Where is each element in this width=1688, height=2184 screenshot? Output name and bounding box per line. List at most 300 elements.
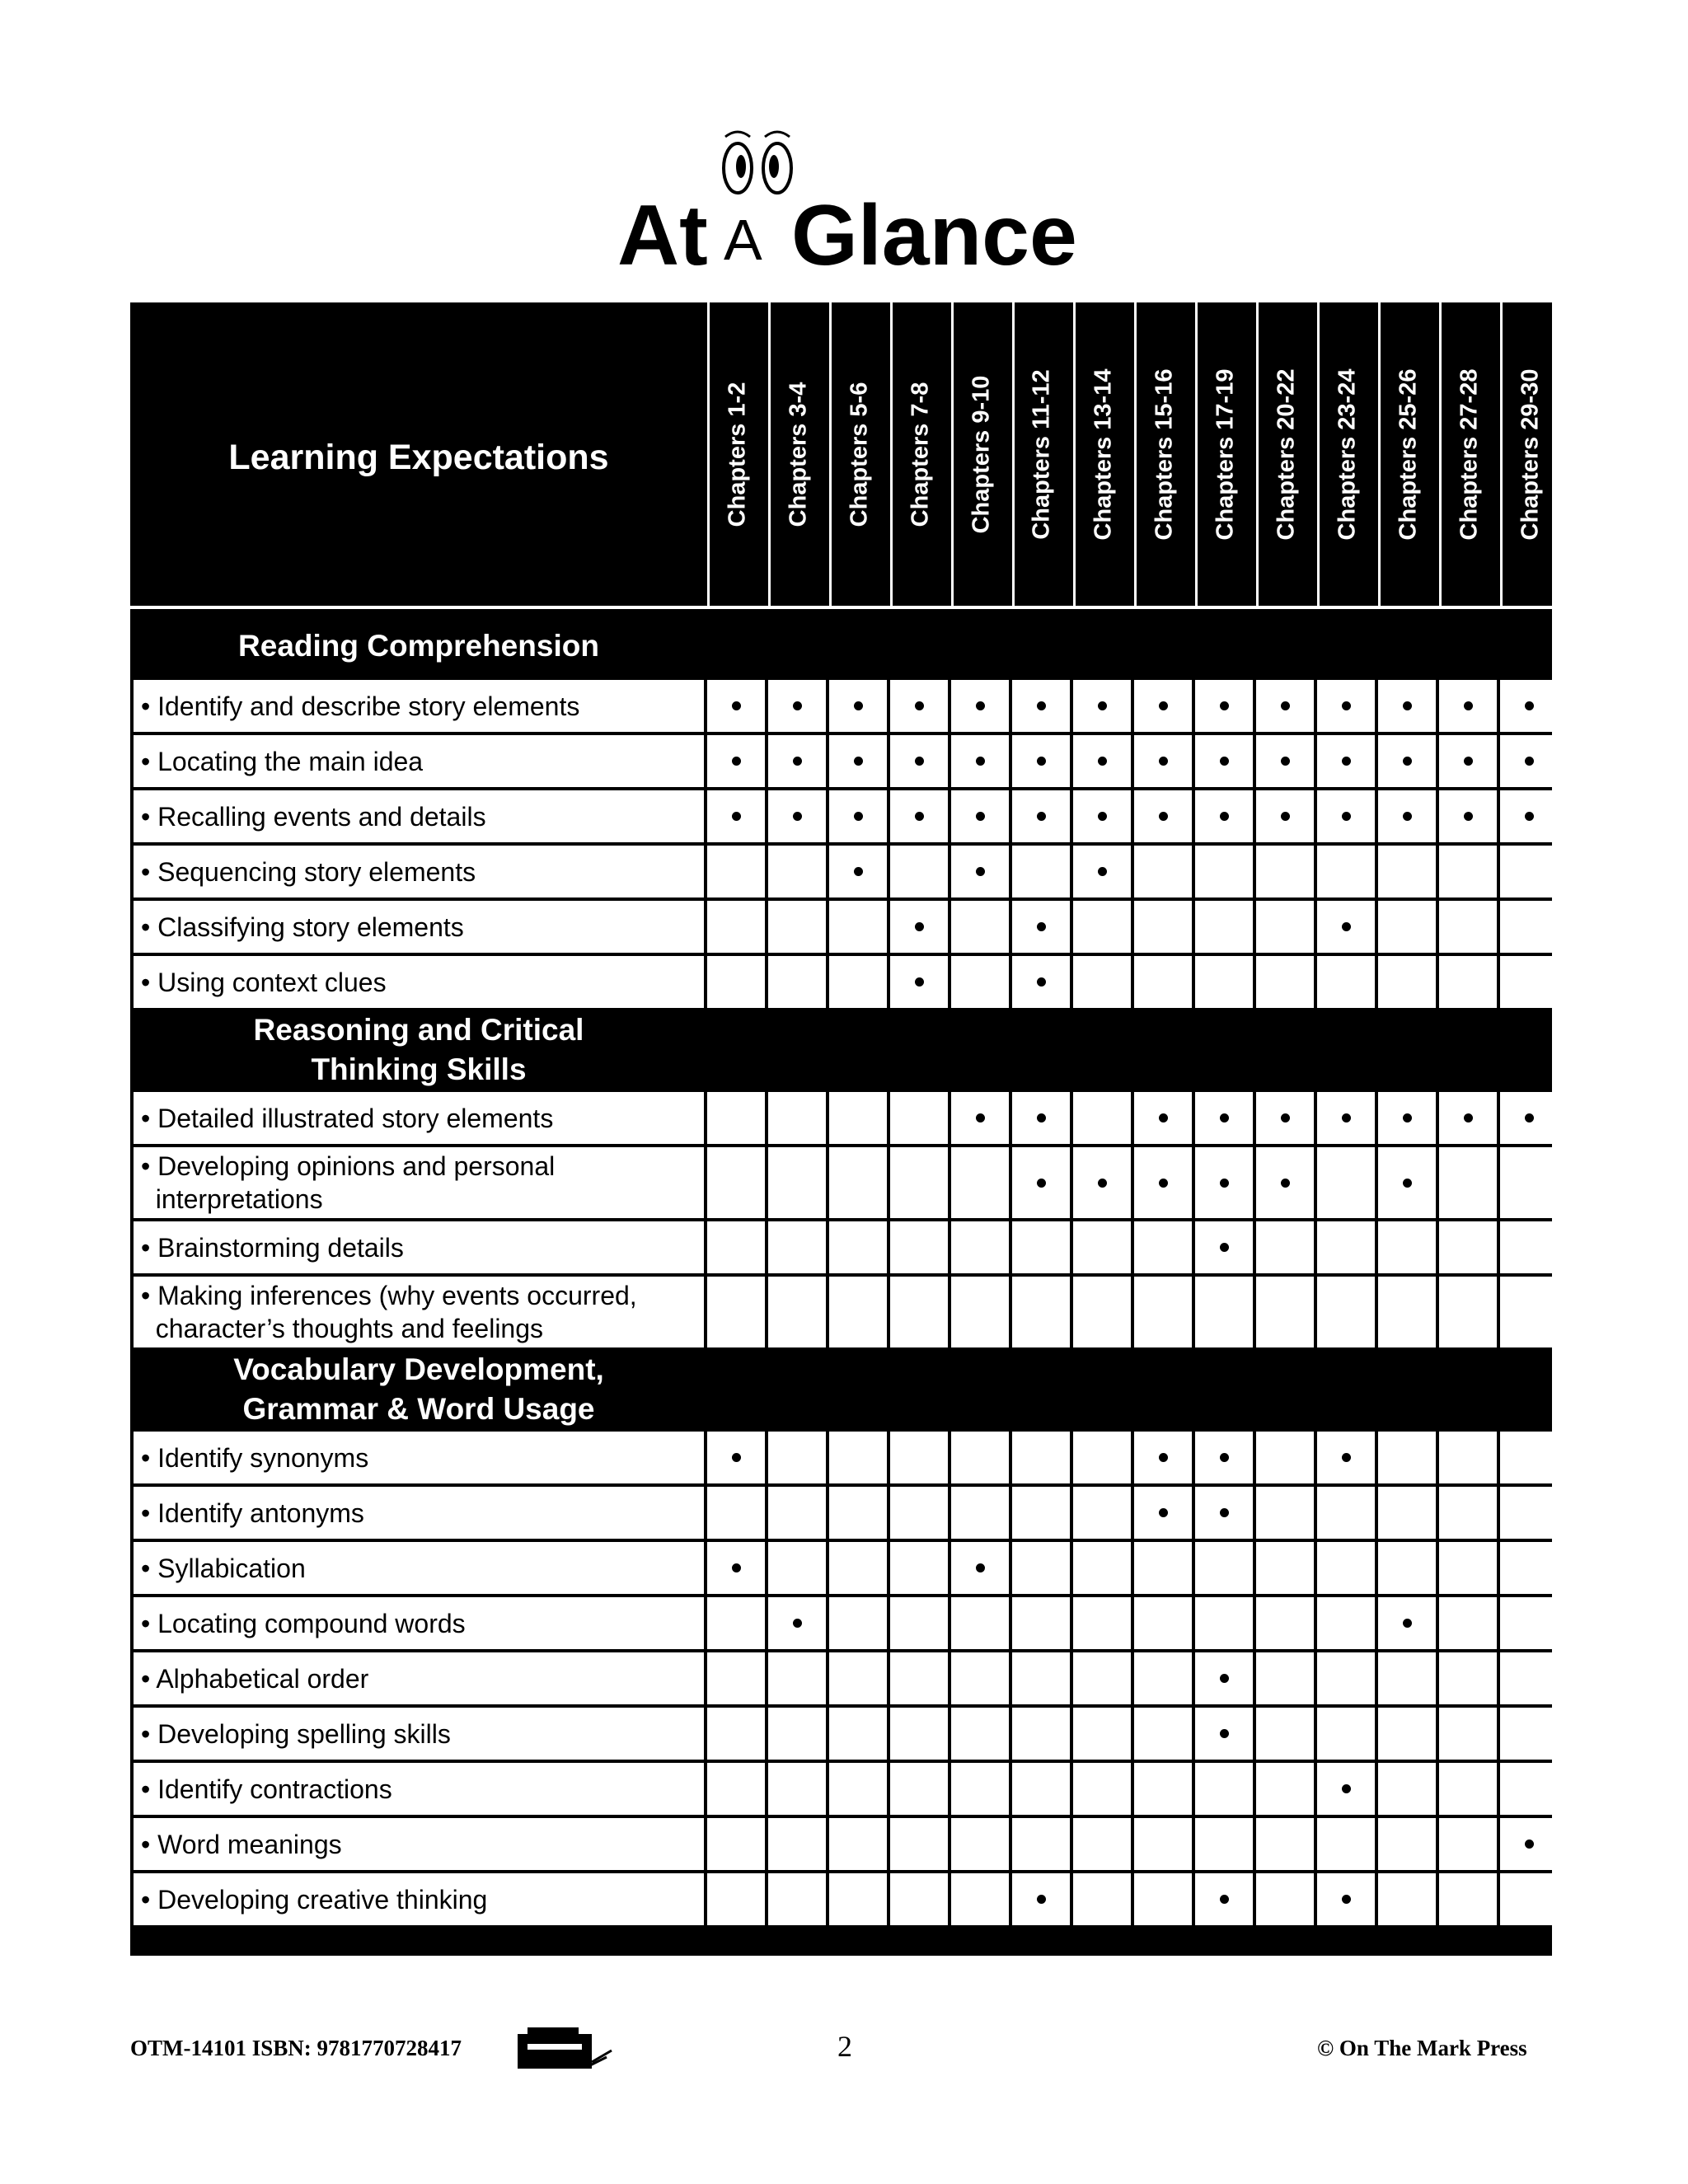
bullet-mark-icon — [1220, 1674, 1229, 1683]
bullet-mark-icon — [1220, 757, 1229, 766]
chapter-cell — [1134, 735, 1192, 787]
chapter-cell — [1195, 956, 1253, 1008]
chapter-cell — [768, 956, 826, 1008]
expectation-row-label: • Identify synonyms — [134, 1432, 704, 1483]
chapter-cell — [1134, 680, 1192, 732]
chapter-cell — [951, 790, 1009, 842]
chapter-cell — [1439, 1147, 1497, 1218]
chapter-cell — [1073, 901, 1131, 953]
chapter-label: Chapters 9-10 — [968, 375, 994, 533]
chapter-cell — [707, 1763, 765, 1815]
chapter-cell — [1195, 1432, 1253, 1483]
chapter-cell — [1195, 1487, 1253, 1539]
chapter-cell — [951, 1432, 1009, 1483]
expectation-row-label: • Locating compound words — [134, 1597, 704, 1649]
bullet-mark-icon — [1403, 1619, 1412, 1628]
chapter-cell — [1378, 901, 1436, 953]
chapter-cell — [1073, 1542, 1131, 1594]
chapter-cell — [1012, 735, 1070, 787]
bullet-mark-icon — [1037, 1179, 1046, 1188]
bullet-mark-icon — [1037, 922, 1046, 931]
bullet-mark-icon — [1464, 812, 1473, 821]
expectation-row-label: • Alphabetical order — [134, 1652, 704, 1704]
bullet-mark-icon — [1037, 1895, 1046, 1904]
chapter-cell — [1439, 1597, 1497, 1649]
chapter-column-header — [890, 302, 948, 606]
chapter-cell — [768, 1147, 826, 1218]
chapter-cell — [1012, 1092, 1070, 1144]
chapter-cell — [707, 1432, 765, 1483]
bullet-mark-icon — [1525, 701, 1534, 710]
chapter-cell — [829, 1542, 887, 1594]
chapter-cell — [890, 901, 948, 953]
chapter-cell — [1378, 1763, 1436, 1815]
bullet-mark-icon — [1281, 757, 1290, 766]
chapter-cell — [1256, 1432, 1314, 1483]
chapter-cell — [951, 1763, 1009, 1815]
expectation-row-label: • Identify antonyms — [134, 1487, 704, 1539]
bullet-mark-icon — [1037, 757, 1046, 766]
chapter-cell — [1073, 1763, 1131, 1815]
bullet-mark-icon — [1037, 812, 1046, 821]
chapter-cell — [1500, 1487, 1558, 1539]
chapter-column-header — [1317, 302, 1375, 606]
chapter-cell — [707, 1221, 765, 1273]
bullet-mark-icon — [793, 812, 802, 821]
chapter-cell — [1317, 1092, 1375, 1144]
chapter-cell — [768, 1277, 826, 1347]
chapter-cell — [1439, 790, 1497, 842]
bullet-mark-icon — [1342, 1113, 1351, 1122]
chapter-cell — [951, 1597, 1009, 1649]
bullet-mark-icon — [1403, 1179, 1412, 1188]
title-at: At — [617, 188, 708, 284]
chapter-cell — [1500, 1652, 1558, 1704]
chapter-cell — [1073, 846, 1131, 898]
expectation-row-label: • Developing spelling skills — [134, 1708, 704, 1760]
chapter-cell — [890, 1708, 948, 1760]
chapter-cell — [890, 1432, 948, 1483]
bullet-mark-icon — [976, 1563, 985, 1572]
chapter-cell — [829, 956, 887, 1008]
chapter-label: Chapters 27-28 — [1456, 368, 1482, 540]
chapter-column-header — [1134, 302, 1192, 606]
bullet-mark-icon — [732, 1453, 741, 1462]
chapter-cell — [1439, 956, 1497, 1008]
chapter-cell — [890, 1873, 948, 1925]
chapter-cell — [1500, 1763, 1558, 1815]
bullet-mark-icon — [1037, 1113, 1046, 1122]
bullet-mark-icon — [1464, 701, 1473, 710]
chapter-cell — [1012, 846, 1070, 898]
chapter-column-header — [1378, 302, 1436, 606]
bullet-mark-icon — [1403, 701, 1412, 710]
chapter-cell — [1256, 1147, 1314, 1218]
chapter-cell — [951, 1873, 1009, 1925]
chapter-cell — [1073, 680, 1131, 732]
footer-copyright: © On The Mark Press — [1317, 2036, 1527, 2060]
chapter-cell — [1439, 1652, 1497, 1704]
chapter-cell — [829, 790, 887, 842]
expectation-row-label: • Syllabication — [134, 1542, 704, 1594]
chapter-cell — [1012, 1432, 1070, 1483]
chapter-cell — [1378, 1873, 1436, 1925]
chapter-cell — [1195, 1873, 1253, 1925]
chapter-label: Chapters 11-12 — [1029, 368, 1056, 540]
chapter-cell — [1500, 1147, 1558, 1218]
bullet-mark-icon — [1342, 812, 1351, 821]
chapter-cell — [1439, 846, 1497, 898]
bullet-mark-icon — [915, 922, 924, 931]
bullet-mark-icon — [1098, 757, 1107, 766]
bullet-mark-icon — [1464, 1113, 1473, 1122]
chapter-cell — [1256, 790, 1314, 842]
chapter-cell — [1195, 1092, 1253, 1144]
chapter-cell — [1012, 1597, 1070, 1649]
bullet-mark-icon — [976, 812, 985, 821]
learning-expectations-header: Learning Expectations — [228, 437, 609, 477]
chapter-cell — [1195, 1277, 1253, 1347]
chapter-cell — [1134, 1092, 1192, 1144]
chapter-cell — [707, 1873, 765, 1925]
chapter-cell — [1378, 1708, 1436, 1760]
chapter-column-header — [1073, 302, 1131, 606]
bullet-mark-icon — [1098, 867, 1107, 876]
chapter-cell — [1134, 1277, 1192, 1347]
chapter-cell — [951, 1818, 1009, 1870]
chapter-cell — [707, 680, 765, 732]
bullet-mark-icon — [976, 701, 985, 710]
chapter-cell — [1134, 1221, 1192, 1273]
bullet-mark-icon — [732, 757, 741, 766]
chapter-cell — [1012, 1818, 1070, 1870]
chapter-cell — [1012, 901, 1070, 953]
chapter-cell — [707, 1597, 765, 1649]
chapter-cell — [707, 1092, 765, 1144]
bullet-mark-icon — [732, 812, 741, 821]
chapter-cell — [1378, 790, 1436, 842]
chapter-cell — [951, 735, 1009, 787]
chapter-cell — [1439, 1487, 1497, 1539]
chapter-cell — [890, 1542, 948, 1594]
chapter-cell — [1500, 956, 1558, 1008]
chapter-cell — [1500, 1708, 1558, 1760]
bullet-mark-icon — [1342, 922, 1351, 931]
chapter-cell — [768, 735, 826, 787]
chapter-cell — [1256, 1221, 1314, 1273]
chapter-cell — [829, 1147, 887, 1218]
section-title: Reading Comprehension — [238, 629, 599, 663]
chapter-cell — [1195, 1818, 1253, 1870]
bullet-mark-icon — [1281, 701, 1290, 710]
chapter-cell — [1195, 846, 1253, 898]
bullet-mark-icon — [1159, 1113, 1168, 1122]
chapter-column-header — [829, 302, 887, 606]
chapter-cell — [951, 846, 1009, 898]
chapter-cell — [707, 1652, 765, 1704]
chapter-cell — [890, 1487, 948, 1539]
chapter-cell — [951, 901, 1009, 953]
bullet-mark-icon — [1464, 757, 1473, 766]
bullet-mark-icon — [1281, 1113, 1290, 1122]
bullet-mark-icon — [1098, 701, 1107, 710]
chapter-cell — [1317, 1277, 1375, 1347]
expectation-row-label: • Brainstorming details — [134, 1221, 704, 1273]
chapter-cell — [1378, 1432, 1436, 1483]
chapter-column-header — [768, 302, 826, 606]
chapter-cell — [951, 1652, 1009, 1704]
chapter-cell — [1378, 1487, 1436, 1539]
chapter-cell — [1317, 956, 1375, 1008]
chapter-cell — [1378, 1277, 1436, 1347]
chapter-cell — [1439, 1542, 1497, 1594]
expectation-row-label: • Using context clues — [134, 956, 704, 1008]
chapter-cell — [829, 1221, 887, 1273]
chapter-cell — [1317, 680, 1375, 732]
chapter-cell — [890, 1221, 948, 1273]
bullet-mark-icon — [854, 867, 863, 876]
page-title — [593, 122, 1088, 287]
title-a: A — [724, 208, 762, 272]
bullet-mark-icon — [1159, 757, 1168, 766]
chapter-cell — [768, 1092, 826, 1144]
chapter-cell — [1134, 901, 1192, 953]
chapter-cell — [1317, 1432, 1375, 1483]
chapter-cell — [1195, 790, 1253, 842]
chapter-cell — [1012, 1277, 1070, 1347]
chapter-cell — [768, 1873, 826, 1925]
chapter-cell — [829, 1432, 887, 1483]
chapter-column-header — [1195, 302, 1253, 606]
chapter-cell — [1012, 1873, 1070, 1925]
chapter-cell — [1073, 1652, 1131, 1704]
chapter-cell — [1195, 735, 1253, 787]
section-title: Vocabulary Development, Grammar & Word Usage — [233, 1352, 604, 1426]
chapter-cell — [951, 1092, 1009, 1144]
bullet-mark-icon — [915, 812, 924, 821]
bullet-mark-icon — [1281, 1179, 1290, 1188]
chapter-cell — [1073, 1818, 1131, 1870]
chapter-cell — [1134, 1432, 1192, 1483]
bullet-mark-icon — [1220, 1179, 1229, 1188]
chapter-cell — [951, 956, 1009, 1008]
chapter-cell — [707, 1487, 765, 1539]
chapter-cell — [1134, 1597, 1192, 1649]
expectation-row-label: • Recalling events and details — [134, 790, 704, 842]
chapter-cell — [1439, 1277, 1497, 1347]
chapter-label: Chapters 7-8 — [907, 382, 934, 527]
chapter-cell — [829, 901, 887, 953]
chapter-label: Chapters 5-6 — [846, 382, 873, 527]
chapter-cell — [1073, 1597, 1131, 1649]
bullet-mark-icon — [1098, 1179, 1107, 1188]
chapter-cell — [1439, 1873, 1497, 1925]
chapter-cell — [1317, 901, 1375, 953]
chapter-cell — [707, 956, 765, 1008]
bullet-mark-icon — [1220, 1729, 1229, 1738]
chapter-cell — [1500, 1818, 1558, 1870]
chapter-cell — [829, 1763, 887, 1815]
chapter-cell — [1256, 735, 1314, 787]
chapter-column-header — [707, 302, 765, 606]
chapter-cell — [1134, 846, 1192, 898]
title-glance: Glance — [791, 188, 1077, 284]
chapter-cell — [1012, 1763, 1070, 1815]
chapter-cell — [1195, 1542, 1253, 1594]
chapter-cell — [707, 901, 765, 953]
chapter-cell — [1256, 846, 1314, 898]
bullet-mark-icon — [854, 701, 863, 710]
chapter-cell — [890, 1092, 948, 1144]
chapter-cell — [707, 735, 765, 787]
chapter-cell — [951, 1542, 1009, 1594]
chapter-cell — [1134, 790, 1192, 842]
copier-icon — [516, 2026, 613, 2070]
chapter-cell — [1256, 1277, 1314, 1347]
chapter-cell — [1073, 1147, 1131, 1218]
chapter-cell — [1073, 1221, 1131, 1273]
chapter-cell — [707, 1542, 765, 1594]
bullet-mark-icon — [793, 757, 802, 766]
chapter-cell — [768, 1818, 826, 1870]
chapter-cell — [768, 680, 826, 732]
chapter-cell — [1317, 1652, 1375, 1704]
section-title: Reasoning and Critical Thinking Skills — [253, 1013, 584, 1086]
chapter-cell — [1317, 1542, 1375, 1594]
chapter-cell — [1256, 956, 1314, 1008]
chapter-cell — [1012, 1487, 1070, 1539]
chapter-cell — [768, 1763, 826, 1815]
chapter-cell — [1378, 680, 1436, 732]
chapter-cell — [1195, 1147, 1253, 1218]
chapter-cell — [1134, 956, 1192, 1008]
chapter-cell — [1256, 1652, 1314, 1704]
bullet-mark-icon — [1159, 812, 1168, 821]
bullet-mark-icon — [1403, 1113, 1412, 1122]
chapter-label: Chapters 1-2 — [724, 382, 751, 527]
bullet-mark-icon — [1159, 1453, 1168, 1462]
chapter-cell — [1073, 790, 1131, 842]
chapter-cell — [951, 1147, 1009, 1218]
chapter-cell — [1134, 1652, 1192, 1704]
chapter-label: Chapters 17-19 — [1212, 368, 1238, 540]
chapter-cell — [1439, 1092, 1497, 1144]
bullet-mark-icon — [1220, 812, 1229, 821]
bullet-mark-icon — [1037, 701, 1046, 710]
chapter-cell — [1317, 790, 1375, 842]
expectation-row-label: • Sequencing story elements — [134, 846, 704, 898]
bullet-mark-icon — [1403, 812, 1412, 821]
footer-code: OTM-14101 ISBN: 9781770728417 — [130, 2036, 462, 2060]
chapter-cell — [1378, 1818, 1436, 1870]
expectation-row-label: • Locating the main idea — [134, 735, 704, 787]
chapter-cell — [1317, 1221, 1375, 1273]
chapter-cell — [1256, 1708, 1314, 1760]
chapter-cell — [1195, 901, 1253, 953]
bullet-mark-icon — [1159, 1179, 1168, 1188]
chapter-cell — [1439, 1708, 1497, 1760]
chapter-cell — [1073, 1487, 1131, 1539]
chapter-cell — [1317, 735, 1375, 787]
chapter-cell — [1134, 1147, 1192, 1218]
bullet-mark-icon — [854, 757, 863, 766]
chapter-cell — [890, 846, 948, 898]
chapter-cell — [1256, 1092, 1314, 1144]
chapter-cell — [1134, 1873, 1192, 1925]
bullet-mark-icon — [1220, 701, 1229, 710]
expectation-row-label: • Developing opinions and personal interpretations — [134, 1147, 704, 1218]
chapter-cell — [890, 956, 948, 1008]
page-number: 2 — [837, 2030, 852, 2063]
chapter-cell — [1378, 846, 1436, 898]
chapter-cell — [1012, 1221, 1070, 1273]
chapter-label: Chapters 20-22 — [1273, 368, 1299, 540]
chapter-cell — [1378, 1597, 1436, 1649]
chapter-label: Chapters 13-14 — [1090, 368, 1116, 540]
bullet-mark-icon — [1342, 1453, 1351, 1462]
chapter-cell — [1195, 1652, 1253, 1704]
chapter-cell — [829, 1652, 887, 1704]
chapter-cell — [768, 1432, 826, 1483]
bullet-mark-icon — [1220, 1113, 1229, 1122]
chapter-label: Chapters 3-4 — [785, 382, 812, 527]
bullet-mark-icon — [1037, 977, 1046, 987]
chapter-cell — [1256, 1542, 1314, 1594]
chapter-cell — [1134, 1818, 1192, 1870]
chapter-cell — [768, 1221, 826, 1273]
chapter-cell — [829, 1818, 887, 1870]
chapter-cell — [1134, 1708, 1192, 1760]
chapter-cell — [1500, 1221, 1558, 1273]
chapter-cell — [768, 790, 826, 842]
chapter-cell — [768, 1708, 826, 1760]
chapter-cell — [768, 846, 826, 898]
chapter-cell — [707, 846, 765, 898]
chapter-cell — [1378, 735, 1436, 787]
bullet-mark-icon — [1342, 1895, 1351, 1904]
chapter-cell — [1012, 1708, 1070, 1760]
chapter-cell — [951, 1221, 1009, 1273]
chapter-cell — [1500, 1542, 1558, 1594]
chapter-cell — [1439, 1221, 1497, 1273]
bullet-mark-icon — [1525, 757, 1534, 766]
chapter-cell — [1317, 846, 1375, 898]
chapter-cell — [1012, 1147, 1070, 1218]
chapter-cell — [890, 735, 948, 787]
chapter-cell — [1500, 790, 1558, 842]
chapter-cell — [1317, 1147, 1375, 1218]
chapter-cell — [1012, 790, 1070, 842]
expectation-row-label: • Making inferences (why events occurred, character’s thoughts and feelings — [134, 1277, 704, 1347]
chapter-cell — [768, 901, 826, 953]
chapter-cell — [1500, 1597, 1558, 1649]
chapter-cell — [1195, 1221, 1253, 1273]
chapter-cell — [1317, 1818, 1375, 1870]
chapter-cell — [768, 1652, 826, 1704]
chapter-cell — [1439, 735, 1497, 787]
chapter-cell — [890, 1763, 948, 1815]
chapter-cell — [768, 1487, 826, 1539]
chapter-cell — [1256, 1818, 1314, 1870]
bullet-mark-icon — [793, 1619, 802, 1628]
chapter-cell — [1317, 1597, 1375, 1649]
chapter-cell — [1012, 956, 1070, 1008]
chapter-cell — [1317, 1487, 1375, 1539]
chapter-cell — [1256, 901, 1314, 953]
chapter-cell — [890, 1147, 948, 1218]
chapter-cell — [951, 1708, 1009, 1760]
expectation-row-label: • Classifying story elements — [134, 901, 704, 953]
